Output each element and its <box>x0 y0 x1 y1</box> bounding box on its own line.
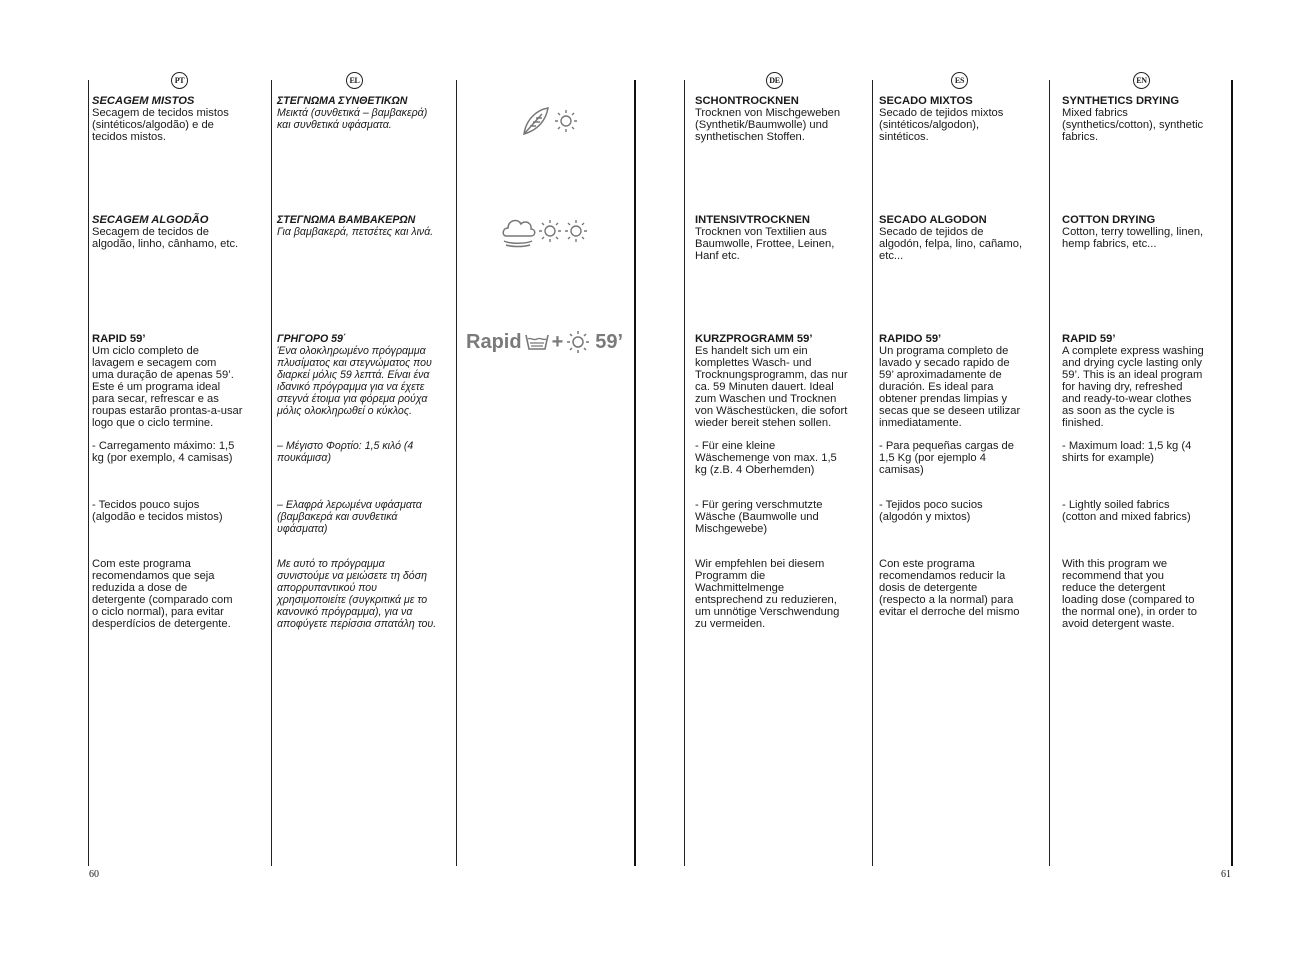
wash-tub-icon <box>525 333 549 351</box>
column-divider <box>872 80 873 866</box>
synthetics-drying-symbol <box>520 104 582 138</box>
block-text: - Carregamento máximo: 1,5 kg (por exemplo, 4 camisas) <box>92 440 235 464</box>
block-title: RAPID 59’ <box>92 333 146 345</box>
column-divider <box>271 80 272 866</box>
sun-icon <box>566 330 590 354</box>
lang-badge-es: ES <box>951 72 968 89</box>
rapid-word: Rapid <box>466 330 522 353</box>
rapid-symbol <box>466 330 623 354</box>
block-text: Un programa completo de lavado y secado rapido de 59’ aproximadamente de duración. Es ideal para obtener prendas limpias y secas que se deseen utilizar inmediatamente. <box>879 345 1021 429</box>
block-text: Secado de tejidos mixtos (sintéticos/algodon), sintéticos. <box>879 107 1004 143</box>
block-title: INTENSIVTROCKNEN <box>695 214 810 226</box>
block-text: - Für gering verschmutzte Wäsche (Baumwolle und Mischgewebe) <box>695 499 823 535</box>
lang-badge-de: DE <box>766 72 783 89</box>
block-text: Trocknen von Mischgeweben (Synthetik/Baumwolle) und synthetischen Stoffen. <box>695 107 841 143</box>
lang-badge-el: EL <box>346 72 363 89</box>
block-text: With this program we recommend that you reduce the detergent loading dose (compared to the normal one), in order to avoid detergent waste. <box>1062 558 1197 630</box>
block-title: ΣΤΕΓΝΩΜΑ ΣΥΝΘΕΤΙΚΩΝ <box>277 95 408 107</box>
page-edge-line <box>1231 80 1233 866</box>
cloud-icon <box>503 221 535 247</box>
block-text: - Für eine kleine Wäschemenge von max. 1,5 kg (z.B. 4 Oberhemden) <box>695 440 837 476</box>
column-divider <box>456 80 457 866</box>
block-text: – Ελαφρά λερωμένα υφάσματα (βαμβακερά και συνθετικά υφάσματα) <box>277 499 422 535</box>
cotton-drying-symbol <box>500 214 592 248</box>
block-text: - Maximum load: 1,5 kg (4 shirts for example) <box>1062 440 1192 464</box>
column-divider <box>88 80 89 866</box>
block-text: Con este programa recomendamos reducir la dosis de detergente (respecto a la normal) para evitar el derroche del mismo <box>879 558 1020 618</box>
block-title: ΓΡΗΓΟΡΟ 59΄ <box>277 333 347 345</box>
sun-icon <box>539 220 561 242</box>
page-number-left: 60 <box>89 869 99 880</box>
block-title: SYNTHETICS DRYING <box>1062 95 1180 107</box>
column-divider <box>684 80 685 866</box>
block-title: SECADO ALGODON <box>879 214 987 226</box>
block-title: SECAGEM MISTOS <box>92 95 195 107</box>
block-text: – Μέγιστο Φορτίο: 1,5 κιλό (4 πουκάμισα) <box>277 440 414 464</box>
sun-icon <box>565 220 587 242</box>
block-text: - Para pequeñas cargas de 1,5 Kg (por ejemplo 4 camisas) <box>879 440 1014 476</box>
lang-badge-en: EN <box>1133 72 1150 89</box>
block-text: Cotton, terry towelling, linen, hemp fabrics, etc... <box>1062 226 1204 250</box>
block-text: - Tejidos poco sucios (algodón y mixtos) <box>879 499 983 523</box>
block-text: Secagem de tecidos mistos (sintéticos/algodão) e de tecidos mistos. <box>92 107 229 143</box>
block-text: A complete express washing and drying cycle lasting only 59’. This is an ideal program for having dry, refreshed and ready-to-wear clothes as soon as the cycle is finished. <box>1062 345 1204 429</box>
block-text: Secagem de tecidos de algodão, linho, cânhamo, etc. <box>92 226 239 250</box>
block-text: Wir empfehlen bei diesem Programm die Wachmittelmenge entsprechend zu reduzieren, um unnötige Verschwendung zu vermeiden. <box>695 558 840 630</box>
block-text: - Lightly soiled fabrics (cotton and mixed fabrics) <box>1062 499 1191 523</box>
sun-icon <box>555 110 577 132</box>
block-title: KURZPROGRAMM 59’ <box>695 333 813 345</box>
plus-sign: + <box>551 330 564 353</box>
block-title: SCHONTROCKNEN <box>695 95 799 107</box>
page-divider <box>634 80 636 866</box>
block-title: ΣΤΕΓΝΩΜΑ ΒΑΜΒΑΚΕΡΩΝ <box>277 214 416 226</box>
block-title: COTTON DRYING <box>1062 214 1156 226</box>
page-number-right: 61 <box>1221 869 1231 880</box>
block-text: Mixed fabrics (synthetics/cotton), synthetic fabrics. <box>1062 107 1204 143</box>
block-text: - Tecidos pouco sujos (algodão e tecidos mistos) <box>92 499 223 523</box>
block-title: SECAGEM ALGODÃO <box>92 214 209 226</box>
block-text: Για βαμβακερά, πετσέτες και λινά. <box>277 226 434 238</box>
leaf-icon <box>524 108 548 134</box>
block-text: Μεικτά (συνθετικά – βαμβακερά) και συνθετικά υφάσματα. <box>277 107 428 131</box>
block-title: SECADO MIXTOS <box>879 95 973 107</box>
block-title: RAPID 59’ <box>1062 333 1116 345</box>
block-text: Με αυτό το πρόγραμμα συνιστούμε να μειώσετε τη δόση απορρυπαντικού που χρησιμοποιείτε (συγκριτικά με το κανονικό πρόγραμμα), για να αποφύγετε περίσσια σπατάλη του. <box>277 558 437 630</box>
block-text: Com este programa recomendamos que seja reduzida a dose de detergente (comparado com o ciclo normal), para evitar desperdícios de detergente. <box>92 558 233 630</box>
block-text: Um ciclo completo de lavagem e secagem com uma duração de apenas 59’. Este é um programa ideal para secar, refrescar e as roupas estarão prontas-a-usar logo que o ciclo termine. <box>92 345 243 429</box>
lang-badge-pt: PT <box>171 72 188 89</box>
rapid-minutes: 59’ <box>595 330 624 353</box>
block-text: Es handelt sich um ein komplettes Wasch- und Trocknungsprogramm, das nur ca. 59 Minuten dauert. Ideal zum Waschen und Trocknen von Wäschestücken, die sofort wieder bereit stehen sollen. <box>695 345 848 429</box>
block-text: Trocknen von Textilien aus Baumwolle, Frottee, Leinen, Hanf etc. <box>695 226 835 262</box>
block-text: Secado de tejidos de algodón, felpa, lino, cañamo, etc... <box>879 226 1023 262</box>
block-text: Ένα ολοκληρωμένο πρόγραμμα πλυσίματος και στεγνώματος που διαρκεί μόλις 59 λεπτά. Είναι ένα ιδανικό πρόγραμμα για να έχετε στεγνά έτοιμα για φόρεμα ρούχα μόλις ολοκληρωθεί ο κύκλος. <box>277 345 432 417</box>
block-title: RAPIDO 59’ <box>879 333 942 345</box>
